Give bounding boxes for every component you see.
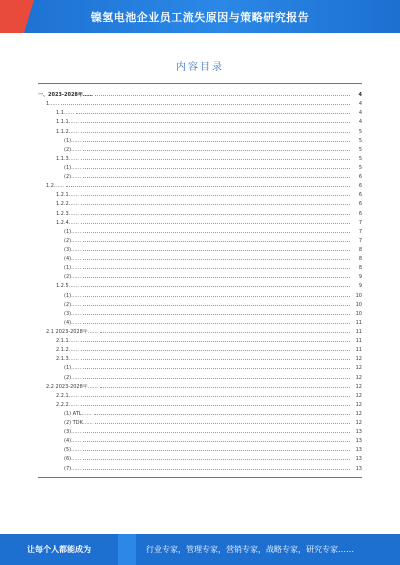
toc-entry[interactable] [38, 280, 362, 289]
toc-entry-title: (4)…… [64, 319, 82, 326]
toc-entry-page: 6 [358, 210, 362, 217]
toc-entry-page: 4 [358, 92, 362, 99]
toc-entry-page: 6 [358, 201, 362, 208]
dot-leader [83, 431, 350, 433]
dot-leader [83, 231, 350, 233]
toc-entry-page: 8 [358, 265, 362, 272]
dot-leader [83, 367, 350, 369]
toc-entry-title: 1.2.2…… [56, 201, 79, 208]
dot-leader [100, 386, 350, 388]
toc-entry-title: 2.1.1…… [56, 338, 79, 345]
dot-leader [76, 112, 350, 114]
footer-slogan-left: 让每个人都能成为 [27, 545, 91, 554]
toc-entry-title: (2)…… [64, 274, 82, 281]
toc-entry-page: 4 [358, 110, 362, 117]
header-bar [0, 0, 400, 33]
toc-entry-title: (2) TDK…… [64, 420, 93, 427]
toc-entry-page: 12 [355, 356, 362, 363]
toc-entry-title: (1)…… [64, 265, 82, 272]
dot-leader [100, 331, 350, 333]
toc-entry[interactable] [38, 390, 362, 399]
dot-leader [95, 94, 350, 96]
toc-entry-title: 2.2.2…… [56, 401, 79, 408]
toc-entry-title: (1) ATL…… [64, 410, 92, 417]
toc-entry[interactable] [38, 217, 362, 226]
toc-entry[interactable] [38, 426, 362, 435]
dot-leader [81, 203, 350, 205]
toc-entry-title: 一、2023-2028年…… [38, 92, 93, 99]
toc-entry[interactable] [38, 253, 362, 262]
toc-entry-title: (2)…… [64, 374, 82, 381]
toc-entry-page: 12 [355, 410, 362, 417]
dot-leader [83, 468, 350, 470]
toc-entry[interactable] [38, 116, 362, 125]
toc-entry-page: 12 [355, 374, 362, 381]
toc-list [38, 89, 362, 472]
dot-leader [83, 176, 350, 178]
toc-entry-title: (2)…… [64, 174, 82, 181]
toc-entry[interactable] [38, 226, 362, 235]
toc-entry[interactable] [38, 162, 362, 171]
dot-leader [81, 340, 350, 342]
toc-entry[interactable] [38, 308, 362, 317]
toc-entry-title: (6)…… [64, 456, 82, 463]
toc-entry[interactable] [38, 189, 362, 198]
toc-entry[interactable] [38, 381, 362, 390]
toc-entry[interactable] [38, 289, 362, 298]
toc-entry-title: 1.1.2…… [56, 128, 79, 135]
toc-entry-title: (1)…… [64, 164, 82, 171]
toc-entry-title: 1.2.3…… [56, 210, 79, 217]
toc-entry-page: 9 [358, 283, 362, 290]
toc-entry[interactable] [38, 198, 362, 207]
dot-leader [81, 213, 350, 215]
toc-entry-title: 1.1.1…… [56, 119, 79, 126]
dot-leader [83, 440, 350, 442]
toc-entry-page: 12 [355, 392, 362, 399]
toc-entry-title: 1.2.4…… [56, 219, 79, 226]
toc-entry-title: 1.2…… [46, 183, 64, 190]
toc-entry-title: (2)…… [64, 146, 82, 153]
toc-entry-page: 10 [355, 292, 362, 299]
toc-entry[interactable] [38, 144, 362, 153]
footer-slogan-right: 行业专家，管理专家，营销专家，战略专家，研究专家…… [146, 545, 354, 554]
toc-entry-title: (5)…… [64, 447, 82, 454]
toc-entry-title: 1.2.1…… [56, 192, 79, 199]
toc-entry-page: 12 [355, 365, 362, 372]
toc-entry-page: 10 [355, 310, 362, 317]
toc-entry[interactable] [38, 353, 362, 362]
toc-entry[interactable] [38, 244, 362, 253]
dot-leader [83, 313, 350, 315]
dot-leader [66, 185, 350, 187]
toc-entry-title: (3)…… [64, 310, 82, 317]
toc-entry-page: 13 [355, 465, 362, 472]
toc-entry-page: 5 [358, 155, 362, 162]
toc-entry-page: 6 [358, 192, 362, 199]
dot-leader [83, 276, 350, 278]
toc-entry[interactable] [38, 371, 362, 380]
toc-entry-page: 7 [358, 228, 362, 235]
dot-leader [83, 258, 350, 260]
toc-entry-page: 12 [355, 420, 362, 427]
toc-entry-page: 5 [358, 128, 362, 135]
dot-leader [81, 404, 350, 406]
dot-leader [81, 285, 350, 287]
toc-entry-title: 2.1.2…… [56, 347, 79, 354]
toc-entry-page: 13 [355, 447, 362, 454]
toc-entry-title: 2.2.1…… [56, 392, 79, 399]
toc-entry-page: 9 [358, 274, 362, 281]
toc-entry[interactable] [38, 89, 362, 98]
toc-entry-page: 7 [358, 219, 362, 226]
toc-top-rule [38, 83, 362, 84]
toc-entry[interactable] [38, 299, 362, 308]
footer-bar [0, 534, 400, 565]
dot-leader [83, 167, 350, 169]
dot-leader [81, 158, 350, 160]
toc-heading: 内容目录 [176, 62, 224, 73]
toc-entry[interactable] [38, 98, 362, 107]
toc-entry[interactable] [38, 153, 362, 162]
dot-leader [81, 358, 350, 360]
toc-entry[interactable] [38, 462, 362, 471]
toc-entry[interactable] [38, 453, 362, 462]
toc-entry-title: (1)…… [64, 137, 82, 144]
dot-leader [83, 304, 350, 306]
toc-entry-title: (3)…… [64, 429, 82, 436]
toc-entry-title: 1…… [46, 101, 60, 108]
toc-entry-title: 2.1 2023-2028年…… [46, 328, 98, 335]
dot-leader [83, 149, 350, 151]
toc-entry-title: (1)…… [64, 292, 82, 299]
toc-entry-title: (2)…… [64, 237, 82, 244]
dot-leader [81, 222, 350, 224]
toc-entry-page: 5 [358, 164, 362, 171]
toc-entry-page: 12 [355, 383, 362, 390]
toc-bottom-rule [38, 477, 362, 478]
dot-leader [83, 322, 350, 324]
dot-leader [81, 349, 350, 351]
toc-entry[interactable] [38, 171, 362, 180]
toc-entry[interactable] [38, 317, 362, 326]
toc-entry-title: (1)…… [64, 365, 82, 372]
dot-leader [83, 458, 350, 460]
dot-leader [61, 103, 350, 105]
dot-leader [83, 449, 350, 451]
toc-entry-title: (3)…… [64, 246, 82, 253]
toc-entry-title: (7)…… [64, 465, 82, 472]
dot-leader [81, 395, 350, 397]
footer-divider [118, 534, 136, 565]
dot-leader [94, 413, 350, 415]
toc-entry[interactable] [38, 326, 362, 335]
toc-entry[interactable] [38, 399, 362, 408]
toc-entry[interactable] [38, 344, 362, 353]
dot-leader [83, 295, 350, 297]
toc-entry[interactable] [38, 235, 362, 244]
toc-entry[interactable] [38, 444, 362, 453]
toc-entry[interactable] [38, 107, 362, 116]
toc-entry-page: 5 [358, 137, 362, 144]
toc-entry-title: (4)…… [64, 256, 82, 263]
toc-entry-page: 4 [358, 119, 362, 126]
toc-entry-page: 8 [358, 256, 362, 263]
dot-leader [83, 240, 350, 242]
toc-entry-page: 6 [358, 183, 362, 190]
dot-leader [81, 131, 350, 133]
dot-leader [83, 377, 350, 379]
dot-leader [83, 249, 350, 251]
toc-entry[interactable] [38, 335, 362, 344]
toc-entry-page: 12 [355, 401, 362, 408]
toc-entry[interactable] [38, 135, 362, 144]
toc-entry-page: 5 [358, 146, 362, 153]
toc-entry-page: 10 [355, 301, 362, 308]
toc-entry-page: 11 [355, 319, 362, 326]
toc-entry[interactable] [38, 408, 362, 417]
dot-leader [83, 267, 350, 269]
toc-entry-page: 7 [358, 237, 362, 244]
toc-entry-page: 11 [355, 328, 362, 335]
toc-entry-page: 11 [355, 338, 362, 345]
toc-entry-page: 4 [358, 101, 362, 108]
toc-entry-title: 2.2 2023-2028年…… [46, 383, 98, 390]
dot-leader [81, 121, 350, 123]
toc-entry[interactable] [38, 435, 362, 444]
toc-entry[interactable] [38, 262, 362, 271]
toc-entry-title: (2)…… [64, 301, 82, 308]
toc-entry-page: 13 [355, 429, 362, 436]
toc-entry-title: 1.1.3…… [56, 155, 79, 162]
toc-entry-title: (1)…… [64, 228, 82, 235]
dot-leader [81, 194, 350, 196]
toc-entry-title: 1.2.5…… [56, 283, 79, 290]
toc-entry[interactable] [38, 125, 362, 134]
toc-entry[interactable] [38, 207, 362, 216]
dot-leader [83, 140, 350, 142]
report-title: 镍氢电池企业员工流失原因与策略研究报告 [90, 11, 310, 24]
toc-entry-page: 8 [358, 246, 362, 253]
toc-entry-title: 1.1…… [56, 110, 74, 117]
toc-entry-page: 11 [355, 347, 362, 354]
toc-entry[interactable] [38, 271, 362, 280]
dot-leader [95, 422, 350, 424]
toc-entry-page: 13 [355, 456, 362, 463]
toc-entry[interactable] [38, 417, 362, 426]
toc-entry-title: 2.1.3…… [56, 356, 79, 363]
toc-entry[interactable] [38, 180, 362, 189]
toc-entry[interactable] [38, 362, 362, 371]
toc-entry-page: 6 [358, 174, 362, 181]
toc-entry-page: 13 [355, 438, 362, 445]
toc-entry-title: (4)…… [64, 438, 82, 445]
